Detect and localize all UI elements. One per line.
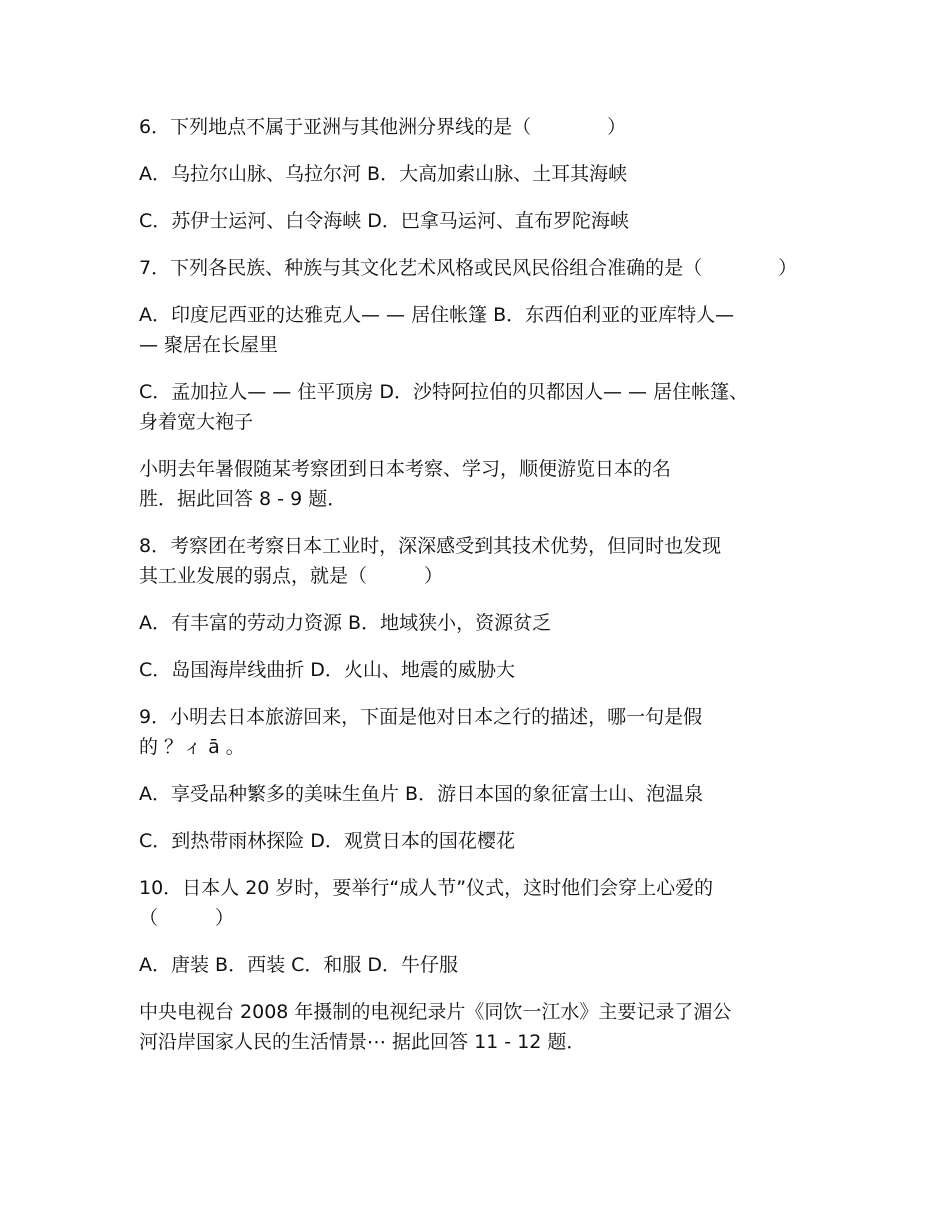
text-line: A．印度尼西亚的达雅克人— — 居住帐篷 B．东西伯利亚的亚库特人— [139,304,735,326]
text-line: 小明去年暑假随某考察团到日本考察、学习，顺便游览日本的名 [139,458,672,480]
passage-japan-intro [139,454,829,514]
text-line: 8．考察团在考察日本工业时，深深感受到其技术优势，但同时也发现 [139,535,722,557]
question-9-options-cd [139,826,829,856]
text-line: C．岛国海岸线曲折 D．火山、地震的威胁大 [139,659,515,681]
question-8-stem [139,531,829,591]
passage-mekong-intro [139,997,829,1057]
text-line: 10．日本人 20 岁时，要举行“成人节”仪式，这时他们会穿上心爱的 [139,877,714,899]
text-line: 其工业发展的弱点，就是（ ） [139,565,444,587]
question-10-stem [139,873,829,933]
text-line: 9．小明去日本旅游回来，下面是他对日本之行的描述，哪一句是假 [139,706,703,728]
question-7-stem [139,253,829,283]
question-6-stem [139,112,829,142]
question-6-options-cd [139,206,829,236]
question-10-options [139,950,829,980]
question-6-options-ab [139,159,829,189]
question-7-options-cd [139,377,829,437]
document-body [139,112,829,1074]
text-line: C．孟加拉人— — 住平顶房 D．沙特阿拉伯的贝都因人— — 居住帐篷、 [139,381,749,403]
text-line: 中央电视台 2008 年摄制的电视纪录片《同饮一江水》主要记录了湄公 [139,1001,732,1023]
question-7-options-ab [139,300,829,360]
text-line: A．唐装 B．西装 C．和服 D．牛仔服 [139,954,459,976]
question-8-options-cd [139,655,829,685]
text-line: 7．下列各民族、种族与其文化艺术风格或民风民俗组合准确的是（ ） [139,257,798,279]
text-line: 身着宽大袍子 [139,411,254,433]
text-line: 河沿岸国家人民的生活情景⋯ 据此回答 11 - 12 题． [139,1031,586,1053]
question-9-stem [139,702,829,762]
text-line: C．到热带雨林探险 D．观赏日本的国花樱花 [139,830,515,852]
question-9-options-ab [139,779,829,809]
text-line: C．苏伊士运河、白令海峡 D．巴拿马运河、直布罗陀海峡 [139,210,629,232]
text-line: A．有丰富的劳动力资源 B．地域狭小，资源贫乏 [139,612,552,634]
text-line: 的 ？ィ ā 。 [139,736,245,758]
text-line: 6．下列地点不属于亚洲与其他洲分界线的是（ ） [139,116,627,138]
text-line: A．乌拉尔山脉、乌拉尔河 B．大高加索山脉、土耳其海峡 [139,163,628,185]
text-line: A．享受品种繁多的美味生鱼片 B．游日本国的象征富士山、泡温泉 [139,783,704,805]
question-8-options-ab [139,608,829,638]
text-line: — 聚居在长屋里 [139,334,279,356]
text-line: 胜．据此回答 8 - 9 题． [139,488,347,510]
text-line: （ ） [139,907,235,929]
